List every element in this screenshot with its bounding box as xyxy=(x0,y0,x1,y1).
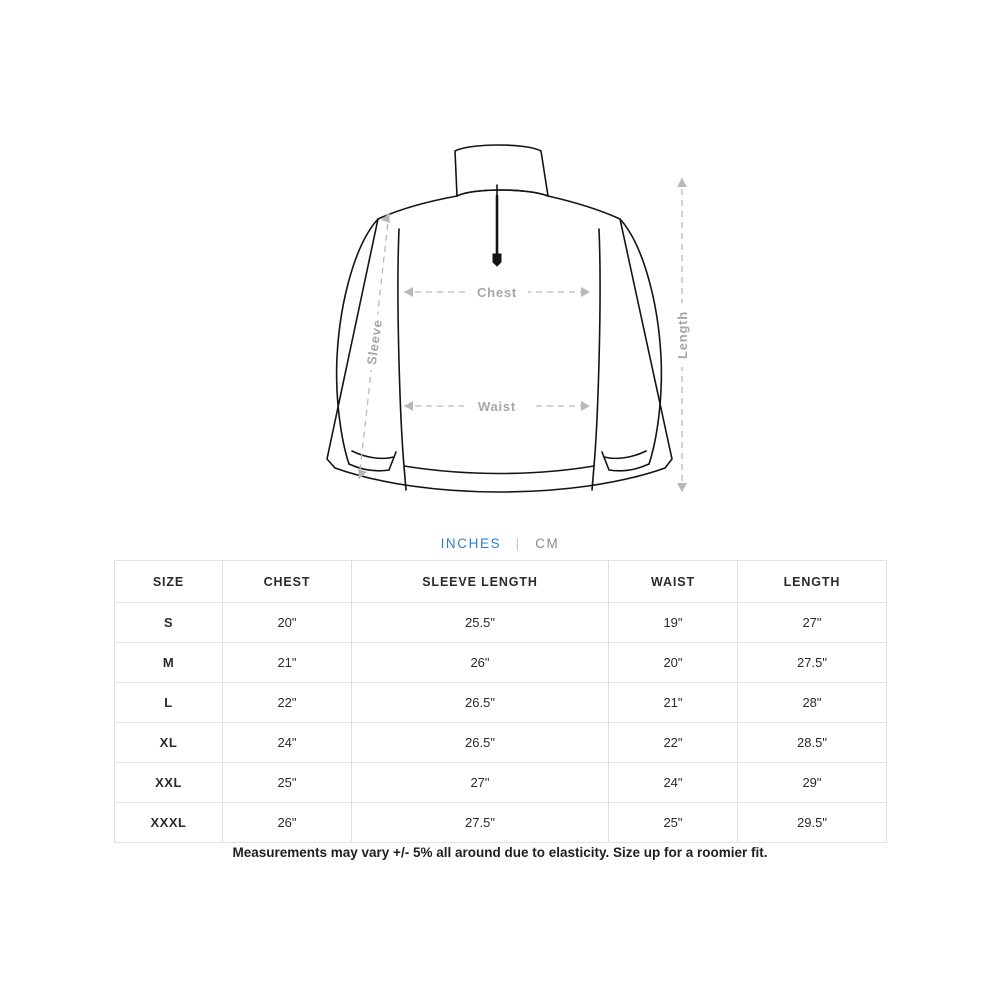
cell-sleeve: 26.5" xyxy=(352,723,609,763)
table-row xyxy=(115,683,887,723)
waist-label: Waist xyxy=(477,399,517,414)
column-header-waist: WAIST xyxy=(609,561,738,603)
units-separator: | xyxy=(515,536,521,551)
cell-waist: 25" xyxy=(609,803,738,843)
cell-sleeve: 27" xyxy=(352,763,609,803)
cell-sleeve: 27.5" xyxy=(352,803,609,843)
cell-length: 28" xyxy=(738,683,887,723)
cell-chest: 20" xyxy=(223,603,352,643)
cell-size: L xyxy=(115,683,223,723)
cell-length: 27" xyxy=(738,603,887,643)
dimension-label-sleeve xyxy=(359,313,389,372)
cell-waist: 20" xyxy=(609,643,738,683)
table-row xyxy=(115,643,887,683)
units-cm-option[interactable]: CM xyxy=(535,536,560,551)
column-header-chest: CHEST xyxy=(223,561,352,603)
cell-length: 27.5" xyxy=(738,643,887,683)
dimension-label-length xyxy=(671,303,693,367)
table-row xyxy=(115,803,887,843)
size-chart-table xyxy=(114,560,887,843)
cell-size: XL xyxy=(115,723,223,763)
table-header-row xyxy=(115,561,887,603)
length-label: Length xyxy=(675,310,690,360)
measurement-disclaimer: Measurements may vary +/- 5% all around due to elasticity. Size up for a roomier fit. xyxy=(232,845,768,860)
cell-chest: 21" xyxy=(223,643,352,683)
dimension-label-waist xyxy=(464,395,532,417)
cell-size: XXXL xyxy=(115,803,223,843)
chest-label: Chest xyxy=(476,285,518,300)
cell-size: S xyxy=(115,603,223,643)
cell-size: M xyxy=(115,643,223,683)
column-header-length: LENGTH xyxy=(738,561,887,603)
units-inches-option[interactable]: INCHES xyxy=(440,536,502,551)
table-row xyxy=(115,763,887,803)
units-toggle[interactable] xyxy=(0,536,1000,551)
size-chart-container xyxy=(114,560,886,843)
cell-length: 29" xyxy=(738,763,887,803)
cell-length: 28.5" xyxy=(738,723,887,763)
cell-length: 29.5" xyxy=(738,803,887,843)
dimension-label-chest xyxy=(468,281,528,303)
cell-chest: 26" xyxy=(223,803,352,843)
cell-waist: 24" xyxy=(609,763,738,803)
column-header-size: SIZE xyxy=(115,561,223,603)
cell-waist: 21" xyxy=(609,683,738,723)
cell-waist: 19" xyxy=(609,603,738,643)
table-row xyxy=(115,723,887,763)
cell-size: XXL xyxy=(115,763,223,803)
cell-chest: 25" xyxy=(223,763,352,803)
cell-chest: 22" xyxy=(223,683,352,723)
cell-sleeve: 26.5" xyxy=(352,683,609,723)
table-row xyxy=(115,603,887,643)
sleeve-label: Sleeve xyxy=(363,318,386,366)
cell-waist: 22" xyxy=(609,723,738,763)
column-header-sleeve: SLEEVE LENGTH xyxy=(352,561,609,603)
cell-sleeve: 25.5" xyxy=(352,603,609,643)
cell-sleeve: 26" xyxy=(352,643,609,683)
dimension-lines xyxy=(358,178,687,492)
cell-chest: 24" xyxy=(223,723,352,763)
